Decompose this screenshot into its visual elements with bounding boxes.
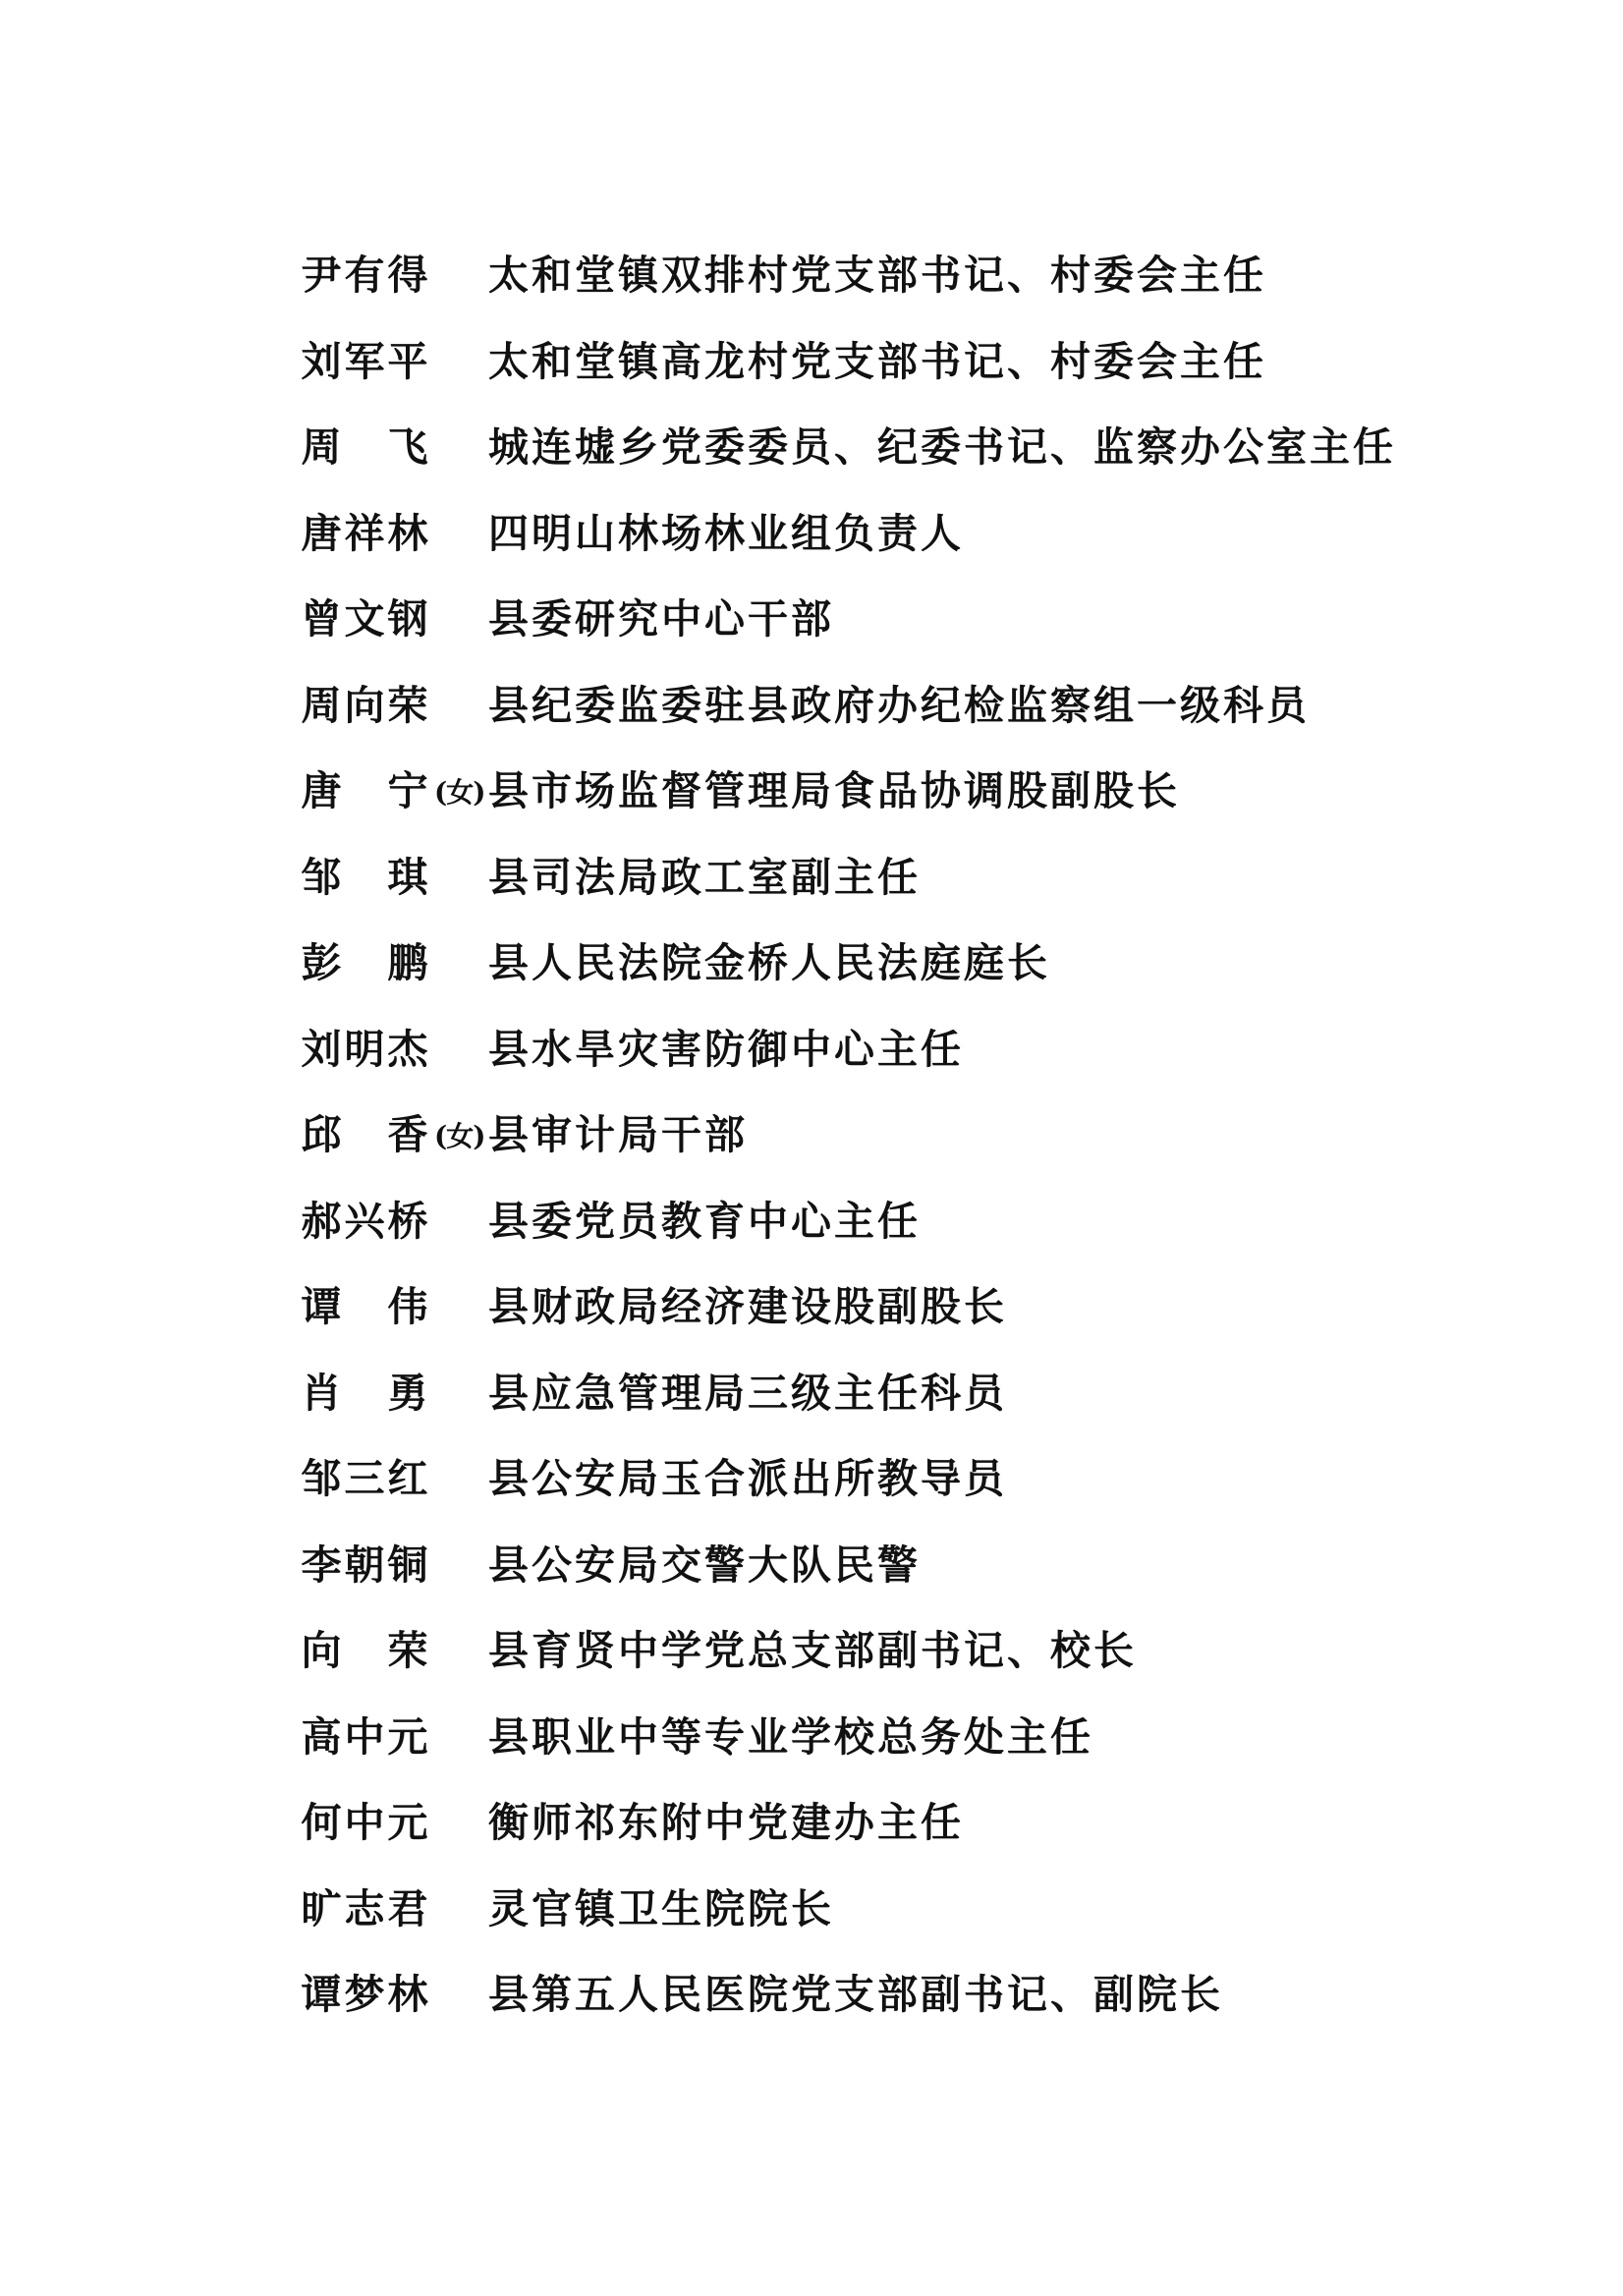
person-name: 周 飞 xyxy=(301,423,428,471)
person-title: 县育贤中学党总支部副书记、校长 xyxy=(488,1627,1137,1674)
person-name: 刘 军 平 xyxy=(301,337,428,385)
person-name: 曾 文 钢 xyxy=(301,595,428,643)
list-item xyxy=(300,1879,1479,1966)
person-name: 邱 香 (女) xyxy=(300,1105,496,1164)
list-item xyxy=(300,933,1479,1020)
person-name: 彭 鹏 xyxy=(301,939,428,986)
list-item xyxy=(300,676,1479,762)
person-title: 衡师祁东附中党建办主任 xyxy=(488,1799,964,1846)
person-name: 李 朝 铜 xyxy=(301,1540,428,1589)
person-title: 县委党员教育中心主任 xyxy=(488,1197,921,1245)
person-title: 灵官镇卫生院院长 xyxy=(488,1884,834,1932)
person-name: 尹 有 得 xyxy=(301,252,428,299)
list-item xyxy=(300,1020,1479,1106)
list-item xyxy=(300,1708,1479,1794)
list-item xyxy=(300,1536,1479,1622)
person-title: 县纪委监委驻县政府办纪检监察组一级科员 xyxy=(488,681,1310,729)
list-item xyxy=(300,1192,1479,1278)
person-title: 县人民法院金桥人民法庭庭长 xyxy=(488,939,1050,986)
person-name: 唐 祥 林 xyxy=(301,509,428,557)
person-name: 谭 梦 林 xyxy=(301,1971,428,2018)
roster-list xyxy=(300,246,1479,2051)
person-name: 肖 勇 xyxy=(301,1369,428,1417)
person-name: 唐 宁 (女) xyxy=(300,761,496,820)
list-item xyxy=(300,1793,1479,1879)
person-name: 郝 兴 桥 xyxy=(301,1197,428,1245)
list-item xyxy=(300,418,1479,504)
list-item xyxy=(300,1621,1479,1708)
list-item xyxy=(300,761,1479,848)
person-name: 邹 琪 xyxy=(301,853,428,901)
list-item xyxy=(300,504,1479,590)
person-title: 城连墟乡党委委员、纪委书记、监察办公室主任 xyxy=(488,423,1396,471)
person-title: 县委研究中心干部 xyxy=(488,595,834,643)
person-title: 四明山林场林业组负责人 xyxy=(488,509,964,557)
person-title: 县审计局干部 xyxy=(488,1111,748,1158)
list-item xyxy=(300,589,1479,676)
list-item xyxy=(300,1364,1479,1450)
person-name: 周 向 荣 xyxy=(301,681,428,729)
list-item xyxy=(300,848,1479,934)
person-name: 谭 伟 xyxy=(301,1283,428,1330)
person-title: 太和堂镇高龙村党支部书记、村委会主任 xyxy=(488,337,1266,385)
person-name: 高 中 元 xyxy=(301,1712,428,1761)
person-title: 太和堂镇双排村党支部书记、村委会主任 xyxy=(488,252,1266,299)
person-title: 县应急管理局三级主任科员 xyxy=(488,1369,1007,1417)
person-name: 邹 三 红 xyxy=(301,1455,428,1502)
person-name: 刘 明 杰 xyxy=(301,1025,428,1073)
person-title: 县公安局玉合派出所教导员 xyxy=(488,1455,1007,1502)
list-item xyxy=(300,1965,1479,2051)
list-item xyxy=(300,332,1479,419)
person-title: 县公安局交警大队民警 xyxy=(488,1540,921,1589)
person-title: 县司法局政工室副主任 xyxy=(488,853,921,901)
gender-note: (女) xyxy=(434,1120,485,1152)
person-name: 向 荣 xyxy=(301,1627,428,1674)
person-title: 县财政局经济建设股副股长 xyxy=(488,1283,1007,1330)
list-item xyxy=(300,246,1479,332)
person-name: 旷 志 君 xyxy=(301,1884,428,1932)
list-item xyxy=(300,1449,1479,1536)
gender-note: (女) xyxy=(434,776,485,809)
person-title: 县水旱灾害防御中心主任 xyxy=(488,1025,964,1073)
person-title: 县第五人民医院党支部副书记、副院长 xyxy=(488,1971,1223,2018)
person-title: 县职业中等专业学校总务处主任 xyxy=(488,1712,1093,1761)
list-item xyxy=(300,1277,1479,1364)
person-name: 何 中 元 xyxy=(301,1799,428,1846)
list-item xyxy=(300,1105,1479,1192)
person-title: 县市场监督管理局食品协调股副股长 xyxy=(488,767,1180,814)
